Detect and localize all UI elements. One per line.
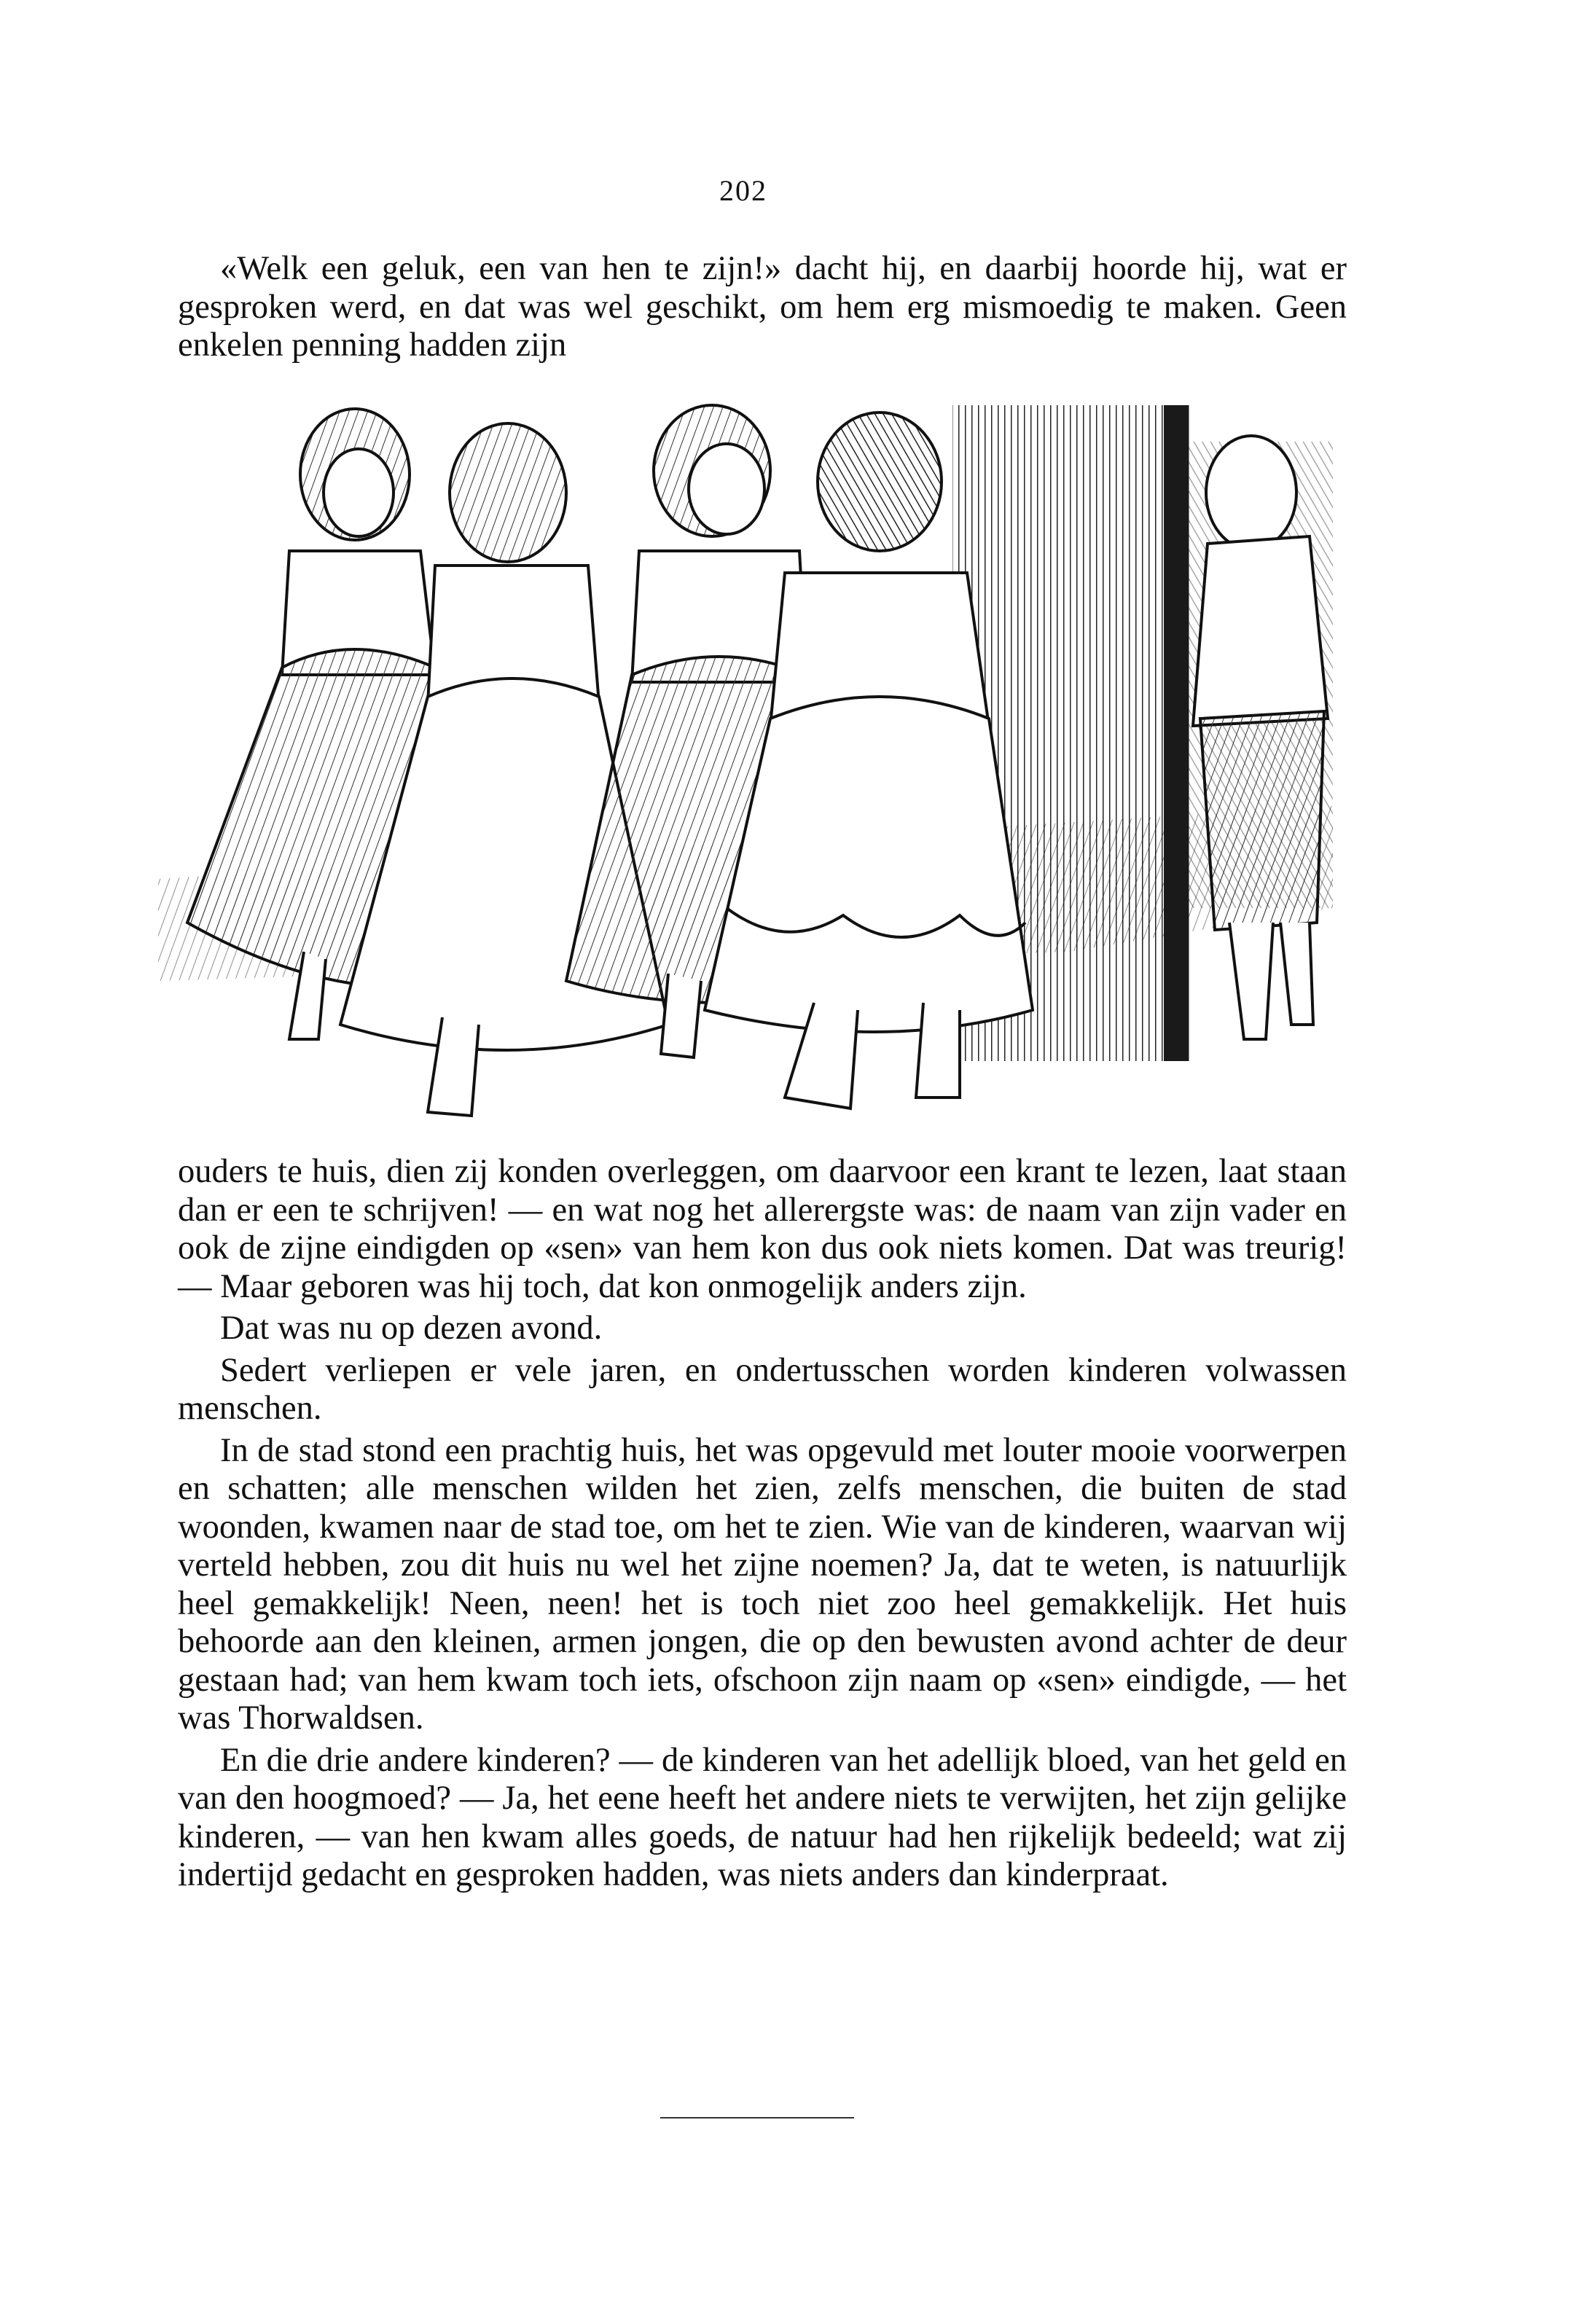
engraving-illustration: [158, 398, 1333, 1127]
page-number: 202: [719, 174, 767, 207]
paragraph: Sedert verliepen er vele jaren, en ondertusschen worden kinderen volwassen menschen.: [178, 1351, 1347, 1427]
engraving-four-girls-and-boy-behind-door-icon: [158, 398, 1333, 1127]
top-text-block: [178, 250, 1347, 365]
paragraph: In de stad stond een prachtig huis, het was opgevuld met louter mooie voorwerpen en schatten; alle menschen wilden het zien, zelfs menschen, die buiten de stad woonden, kwamen naar de stad toe, om het te zien. Wie van de kinderen, waarvan wij verteld hebben, zou dit huis nu wel het zijne noemen? Ja, dat te weten, is natuurlijk heel gemakkelijk! Neen, neen! het is toch niet zoo heel gemakkelijk. Het huis behoorde aan den kleinen, armen jongen, die op den bewusten avond achter de deur gestaan had; van hem kwam toch iets, ofschoon zijn naam op «sen» eindigde, — het was Thorwaldsen.: [178, 1431, 1347, 1737]
paragraph-top: «Welk een geluk, een van hen te zijn!» dacht hij, en daarbij hoorde hij, wat er gesproken werd, en dat was wel geschikt, om hem erg mismoedig te maken. Geen enkelen penning hadden zijn: [178, 250, 1347, 364]
main-text-block: [178, 1153, 1347, 1895]
paragraph-continuation: ouders te huis, dien zij konden overleggen, om daarvoor een krant te lezen, laat staan dan er een te schrijven! — en wat nog het allerergste was: de naam van zijn vader en ook de zijne eindigden op «sen» van hem kon dus ook niets komen. Dat was treurig! — Maar geboren was hij toch, dat kon onmogelijk anders zijn.: [178, 1153, 1347, 1305]
paragraph: Dat was nu op dezen avond.: [220, 1310, 603, 1347]
paragraph: En die drie andere kinderen? — de kinderen van het adellijk bloed, van het geld en van den hoogmoed? — Ja, het eene heeft het andere niets te verwijten, het zijn gelijke kinderen, — van hen kwam alles goeds, de natuur had hen rijkelijk bedeeld; wat zij indertijd gedacht en gesproken hadden, was niets anders dan kinderpraat.: [178, 1741, 1347, 1893]
end-rule-divider: [660, 2117, 854, 2118]
